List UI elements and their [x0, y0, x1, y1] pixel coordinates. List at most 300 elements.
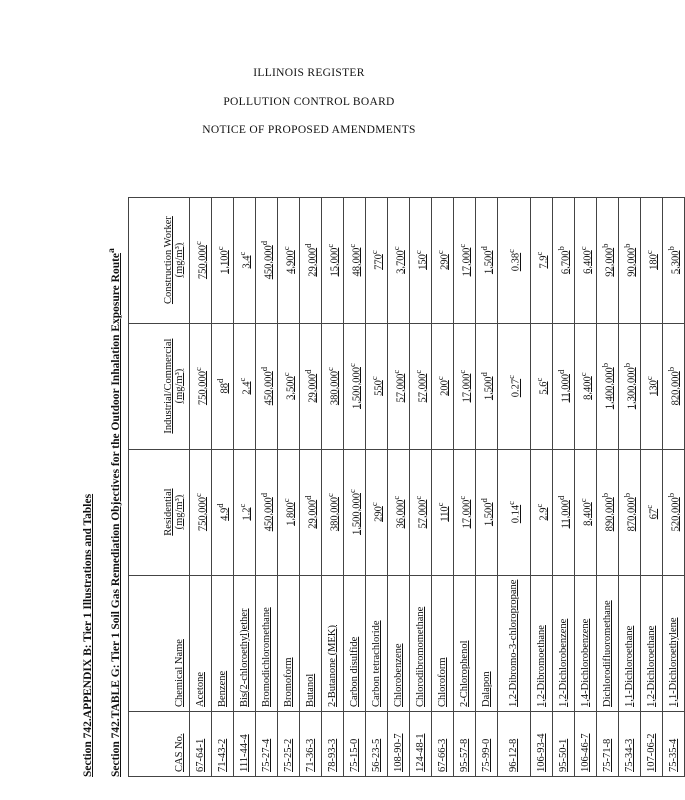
residential-text: 57,000 — [417, 499, 429, 529]
table-row — [299, 197, 321, 776]
chemical-name — [596, 575, 618, 711]
residential-sup: c — [236, 503, 247, 508]
cas-text: 75-35-4 — [667, 738, 679, 772]
industrial-sup: d — [258, 366, 269, 372]
industrial-text: 1,500 — [483, 376, 495, 401]
cas-text: 71-43-2 — [216, 738, 228, 772]
residential-text: 2.9 — [538, 507, 550, 521]
industrial-sup: c — [236, 377, 247, 382]
construction-value — [596, 197, 618, 323]
construction-sup: b — [621, 243, 632, 248]
chemical-name-text: 2-Chlorophenol — [458, 640, 470, 707]
residential-value — [431, 449, 453, 575]
chemical-name-text: 1,1-Dichloroethane — [623, 625, 635, 707]
industrial-value — [299, 323, 321, 449]
industrial-text: 29,000 — [307, 373, 319, 403]
industrial-value — [255, 323, 277, 449]
industrial-text: 57,000 — [395, 373, 407, 403]
chemical-name-text: 1,2-Dichloroethane — [645, 625, 657, 707]
chemical-name-text: Butanol — [304, 673, 316, 707]
construction-text: 750,000 — [197, 244, 209, 280]
residential-text: 110 — [439, 506, 451, 522]
industrial-sup: c — [192, 367, 203, 371]
section-title: Section 742.APPENDIX B: Tier 1 Illustrations and Tables — [82, 493, 94, 777]
residential-text: 290 — [373, 506, 385, 522]
industrial-text: 1,400,000 — [604, 367, 616, 410]
construction-text: 180 — [648, 254, 660, 270]
table-row — [431, 197, 453, 776]
cas-text: 106-93-4 — [535, 733, 547, 772]
construction-value — [552, 197, 574, 323]
residential-text: 4.9 — [219, 507, 231, 521]
cas-number — [343, 712, 365, 777]
register-title: ILLINOIS REGISTER — [253, 67, 365, 79]
industrial-sup: c — [346, 363, 357, 368]
cas-text: 75-27-4 — [260, 738, 272, 772]
residential-value — [387, 449, 409, 575]
cas-number — [453, 712, 475, 777]
construction-value — [189, 197, 211, 323]
col-res-unit: (mg/m³) — [173, 494, 185, 530]
construction-sup: c — [214, 246, 225, 251]
chemical-name — [662, 575, 684, 711]
cas-text: 111-44-4 — [238, 734, 250, 772]
industrial-text: 450,000 — [263, 371, 275, 406]
construction-text: 450,000 — [263, 245, 275, 280]
chemical-name-text: Chloroform — [436, 657, 448, 707]
residential-value — [409, 449, 431, 575]
chemical-name-text: Bromodichloromethane — [260, 607, 272, 707]
industrial-value — [475, 323, 497, 449]
industrial-text: 88 — [219, 383, 231, 394]
construction-text: 4,900 — [285, 250, 297, 274]
residential-text: 750,000 — [197, 496, 209, 532]
residential-value — [475, 449, 497, 575]
chemical-name-text: Dalapon — [480, 671, 492, 707]
cas-text: 75-15-0 — [348, 738, 360, 772]
table-row — [365, 197, 387, 776]
residential-value — [321, 449, 343, 575]
chemical-name-text: Bis(2-chloroethyl)ether — [238, 608, 250, 707]
col-con-label: Construction Worker — [162, 216, 174, 305]
construction-text: 48,000 — [351, 247, 363, 277]
chemical-name — [365, 575, 387, 711]
table-row — [453, 197, 475, 776]
residential-text: 0.14 — [510, 504, 522, 524]
construction-sup: c — [192, 241, 203, 245]
residential-value — [574, 449, 596, 575]
residential-value — [453, 449, 475, 575]
col-ind-label: Industrial/Commercial — [162, 338, 174, 434]
construction-sup: c — [506, 248, 517, 253]
construction-text: 92,000 — [604, 247, 616, 277]
chemical-name — [552, 575, 574, 711]
construction-text: 5,300 — [670, 250, 682, 275]
residential-value — [211, 449, 233, 575]
construction-text: 90,000 — [626, 247, 638, 277]
construction-sup: c — [434, 250, 445, 255]
residential-text: 870,000 — [626, 497, 638, 532]
cas-text: 108-90-7 — [392, 733, 404, 772]
industrial-text: 0.27 — [510, 378, 522, 398]
residential-text: 29,000 — [307, 499, 319, 529]
residential-sup: c — [390, 495, 401, 500]
cas-text: 95-57-8 — [458, 738, 470, 772]
cas-text: 75-99-0 — [480, 738, 492, 772]
construction-text: 1,100 — [219, 250, 231, 274]
industrial-text: 200 — [439, 380, 451, 396]
table-body — [189, 197, 684, 776]
col-chemical-name — [128, 575, 189, 711]
industrial-sup: d — [478, 372, 489, 377]
cas-number — [321, 712, 343, 777]
industrial-sup: c — [506, 374, 517, 379]
table-row — [662, 197, 684, 776]
residential-sup: d — [214, 503, 225, 508]
construction-text: 17,000 — [461, 247, 473, 277]
residential-sup: b — [621, 492, 632, 498]
table-title-sup: a — [106, 248, 117, 253]
industrial-text: 57,000 — [417, 373, 429, 403]
table-row — [387, 197, 409, 776]
chemical-name-text: 1,2-Dibromo-3-chloropropane — [508, 579, 520, 707]
construction-value — [343, 197, 365, 323]
construction-value — [321, 197, 343, 323]
residential-text: 17,000 — [461, 499, 473, 529]
cas-number — [662, 712, 684, 777]
industrial-text: 750,000 — [197, 370, 209, 406]
cas-number — [574, 712, 596, 777]
construction-value — [277, 197, 299, 323]
table-row — [343, 197, 365, 776]
construction-text: 29,000 — [307, 247, 319, 277]
chemical-name-text: Benzene — [216, 670, 228, 707]
residential-value — [189, 449, 211, 575]
chemical-name — [453, 575, 475, 711]
construction-sup: c — [236, 251, 247, 256]
construction-sup: b — [599, 243, 610, 248]
cas-number — [640, 712, 662, 777]
industrial-sup: c — [280, 372, 291, 377]
table-row — [189, 197, 211, 776]
cas-text: 78-93-3 — [326, 738, 338, 772]
cas-text: 75-34-3 — [623, 738, 635, 772]
chemical-name — [530, 575, 552, 711]
chemical-name-text: Bromoform — [282, 657, 294, 707]
residential-text: 520,000 — [670, 497, 682, 532]
industrial-value — [343, 323, 365, 449]
industrial-text: 130 — [648, 380, 660, 396]
construction-value — [233, 197, 255, 323]
industrial-sup: c — [412, 369, 423, 374]
construction-value — [574, 197, 596, 323]
chemical-name — [189, 575, 211, 711]
construction-text: 1,500 — [483, 250, 495, 275]
chemical-name — [387, 575, 409, 711]
construction-value — [497, 197, 530, 323]
industrial-text: 2.4 — [241, 381, 253, 395]
cas-text: 75-71-8 — [601, 738, 613, 772]
cas-number — [189, 712, 211, 777]
residential-text: 67 — [648, 508, 660, 520]
industrial-value — [497, 323, 530, 449]
residential-sup: c — [643, 504, 654, 509]
residential-value — [618, 449, 640, 575]
chemical-name-text: Carbon disulfide — [348, 636, 360, 707]
industrial-value — [431, 323, 453, 449]
industrial-value — [387, 323, 409, 449]
construction-value — [365, 197, 387, 323]
industrial-value — [453, 323, 475, 449]
col-residential — [128, 449, 189, 575]
industrial-value — [640, 323, 662, 449]
cas-text: 67-66-3 — [436, 738, 448, 772]
industrial-text: 1,300,000 — [626, 367, 638, 410]
residential-value — [277, 449, 299, 575]
table-row — [233, 197, 255, 776]
industrial-text: 8,400 — [582, 376, 594, 400]
residential-value — [596, 449, 618, 575]
construction-value — [211, 197, 233, 323]
residential-value — [530, 449, 552, 575]
table-row — [596, 197, 618, 776]
col-ind-unit: (mg/m³) — [173, 368, 185, 404]
cas-text: 106-46-7 — [579, 733, 591, 772]
residential-value — [662, 449, 684, 575]
soil-gas-table — [128, 197, 685, 777]
col-con-unit: (mg/m³) — [173, 242, 185, 278]
residential-text: 380,000 — [329, 496, 341, 532]
cas-text: 56-23-5 — [370, 738, 382, 772]
construction-text: 770 — [373, 254, 385, 270]
col-res-label: Residential — [162, 488, 174, 536]
chemical-name-text: Carbon tetrachloride — [370, 620, 382, 707]
industrial-sup: c — [643, 376, 654, 381]
construction-text: 6,700 — [560, 250, 572, 275]
construction-sup: c — [412, 250, 423, 255]
chemical-name — [574, 575, 596, 711]
industrial-text: 820,000 — [670, 371, 682, 406]
residential-sup: c — [346, 489, 357, 494]
construction-text: 6,400 — [582, 250, 594, 274]
chemical-name-text: 1,1-Dichloroethylene — [667, 617, 679, 707]
chemical-name-text: Chlorobenzene — [392, 643, 404, 707]
industrial-value — [277, 323, 299, 449]
cas-text: 95-50-1 — [557, 738, 569, 772]
residential-sup: c — [412, 495, 423, 500]
industrial-text: 5.6 — [538, 381, 550, 395]
chemical-name — [431, 575, 453, 711]
table-title-text: Section 742.TABLE G: Tier 1 Soil Gas Remediation Objectives for the Outdoor Inhalation Exposure Route — [109, 252, 122, 777]
chemical-name-text: 1,4-Dichlorobenzene — [579, 618, 591, 707]
table-row — [409, 197, 431, 776]
construction-sup: c — [280, 246, 291, 251]
industrial-value — [321, 323, 343, 449]
industrial-value — [365, 323, 387, 449]
construction-value — [530, 197, 552, 323]
construction-value — [431, 197, 453, 323]
cas-text: 71-36-3 — [304, 738, 316, 772]
residential-text: 1,500,000 — [351, 493, 363, 536]
industrial-sup: c — [434, 376, 445, 381]
chemical-name-text: 2-Butanone (MEK) — [326, 625, 338, 707]
chemical-name — [255, 575, 277, 711]
cas-number — [596, 712, 618, 777]
residential-value — [233, 449, 255, 575]
residential-sup: b — [665, 492, 676, 498]
construction-value — [255, 197, 277, 323]
residential-text: 1,500 — [483, 502, 495, 527]
industrial-sup: b — [599, 362, 610, 368]
table-row — [211, 197, 233, 776]
industrial-sup: c — [456, 369, 467, 374]
chemical-name — [211, 575, 233, 711]
chemical-name — [497, 575, 530, 711]
col-construction — [128, 197, 189, 323]
industrial-sup: c — [577, 372, 588, 377]
cas-number — [530, 712, 552, 777]
chemical-name — [277, 575, 299, 711]
residential-sup: c — [280, 498, 291, 503]
cas-number — [255, 712, 277, 777]
residential-value — [552, 449, 574, 575]
construction-value — [618, 197, 640, 323]
construction-text: 15,000 — [329, 247, 341, 277]
industrial-sup: d — [302, 369, 313, 374]
construction-sup: c — [456, 243, 467, 248]
residential-sup: d — [555, 495, 566, 501]
residential-sup: d — [302, 495, 313, 500]
chemical-name-text: Chlorodibromomethane — [414, 606, 426, 707]
table-row — [574, 197, 596, 776]
cas-number — [211, 712, 233, 777]
construction-text: 0.38 — [510, 252, 522, 272]
construction-value — [640, 197, 662, 323]
construction-sup: c — [533, 251, 544, 256]
construction-text: 3,700 — [395, 250, 407, 274]
industrial-sup: c — [390, 369, 401, 374]
residential-sup: c — [533, 503, 544, 508]
residential-sup: c — [577, 498, 588, 503]
table-header-row — [128, 197, 189, 776]
table-row — [640, 197, 662, 776]
col-name-label: Chemical Name — [173, 639, 185, 707]
construction-sup: d — [258, 240, 269, 246]
cas-number — [431, 712, 453, 777]
residential-value — [497, 449, 530, 575]
residential-text: 1.2 — [241, 507, 253, 521]
chemical-name — [640, 575, 662, 711]
residential-value — [299, 449, 321, 575]
industrial-value — [409, 323, 431, 449]
industrial-text: 1,500,000 — [351, 367, 363, 410]
construction-text: 290 — [439, 254, 451, 270]
residential-text: 1,800 — [285, 502, 297, 526]
residential-value — [343, 449, 365, 575]
industrial-value — [618, 323, 640, 449]
industrial-sup: d — [555, 369, 566, 375]
cas-number — [475, 712, 497, 777]
industrial-value — [530, 323, 552, 449]
residential-sup: b — [599, 492, 610, 498]
construction-sup: d — [302, 243, 313, 248]
cas-text: 75-25-2 — [282, 738, 294, 772]
residential-sup: c — [192, 493, 203, 497]
industrial-sup: b — [665, 366, 676, 372]
industrial-text: 550 — [373, 380, 385, 396]
table-row — [552, 197, 574, 776]
industrial-value — [662, 323, 684, 449]
cas-number — [409, 712, 431, 777]
construction-value — [475, 197, 497, 323]
col-cas — [128, 712, 189, 777]
chemical-name-text: Acetone — [194, 672, 206, 707]
industrial-sup: b — [621, 362, 632, 368]
construction-value — [299, 197, 321, 323]
residential-sup: c — [434, 502, 445, 507]
construction-text: 7.9 — [538, 255, 550, 269]
industrial-value — [211, 323, 233, 449]
table-row — [618, 197, 640, 776]
industrial-text: 17,000 — [461, 373, 473, 403]
table-row — [497, 197, 530, 776]
cas-text: 96-12-8 — [508, 738, 520, 772]
cas-number — [233, 712, 255, 777]
residential-sup: d — [478, 498, 489, 503]
cas-text: 107-06-2 — [645, 733, 657, 772]
chemical-name — [475, 575, 497, 711]
cas-number — [299, 712, 321, 777]
residential-value — [255, 449, 277, 575]
chemical-name — [618, 575, 640, 711]
chemical-name-text: 1,2-Dibromoethane — [535, 625, 547, 707]
industrial-text: 3,500 — [285, 376, 297, 400]
construction-text: 150 — [417, 254, 429, 270]
table-row — [255, 197, 277, 776]
cas-number — [365, 712, 387, 777]
construction-sup: c — [577, 246, 588, 251]
construction-sup: c — [346, 243, 357, 248]
industrial-text: 380,000 — [329, 370, 341, 406]
construction-text: 3.4 — [241, 255, 253, 269]
cas-number — [552, 712, 574, 777]
construction-sup: b — [665, 246, 676, 251]
residential-sup: c — [368, 502, 379, 507]
industrial-sup: c — [324, 367, 335, 371]
residential-sup: c — [456, 495, 467, 500]
construction-sup: c — [368, 250, 379, 255]
chemical-name — [343, 575, 365, 711]
chemical-name-text: Dichlorodifluoromethane — [601, 600, 613, 707]
residential-sup: c — [506, 500, 517, 505]
table-row — [530, 197, 552, 776]
board-title: POLLUTION CONTROL BOARD — [223, 96, 395, 108]
residential-text: 11,000 — [560, 500, 572, 529]
construction-sup: c — [643, 250, 654, 255]
chemical-name — [299, 575, 321, 711]
col-industrial — [128, 323, 189, 449]
construction-value — [409, 197, 431, 323]
chemical-name — [233, 575, 255, 711]
industrial-value — [574, 323, 596, 449]
residential-sup: d — [258, 492, 269, 498]
cas-number — [618, 712, 640, 777]
construction-sup: d — [478, 246, 489, 251]
rotated-table-page — [82, 127, 682, 777]
cas-number — [387, 712, 409, 777]
chemical-name-text: 1,2-Dichlorobenzene — [557, 618, 569, 707]
industrial-text: 11,000 — [560, 374, 572, 403]
